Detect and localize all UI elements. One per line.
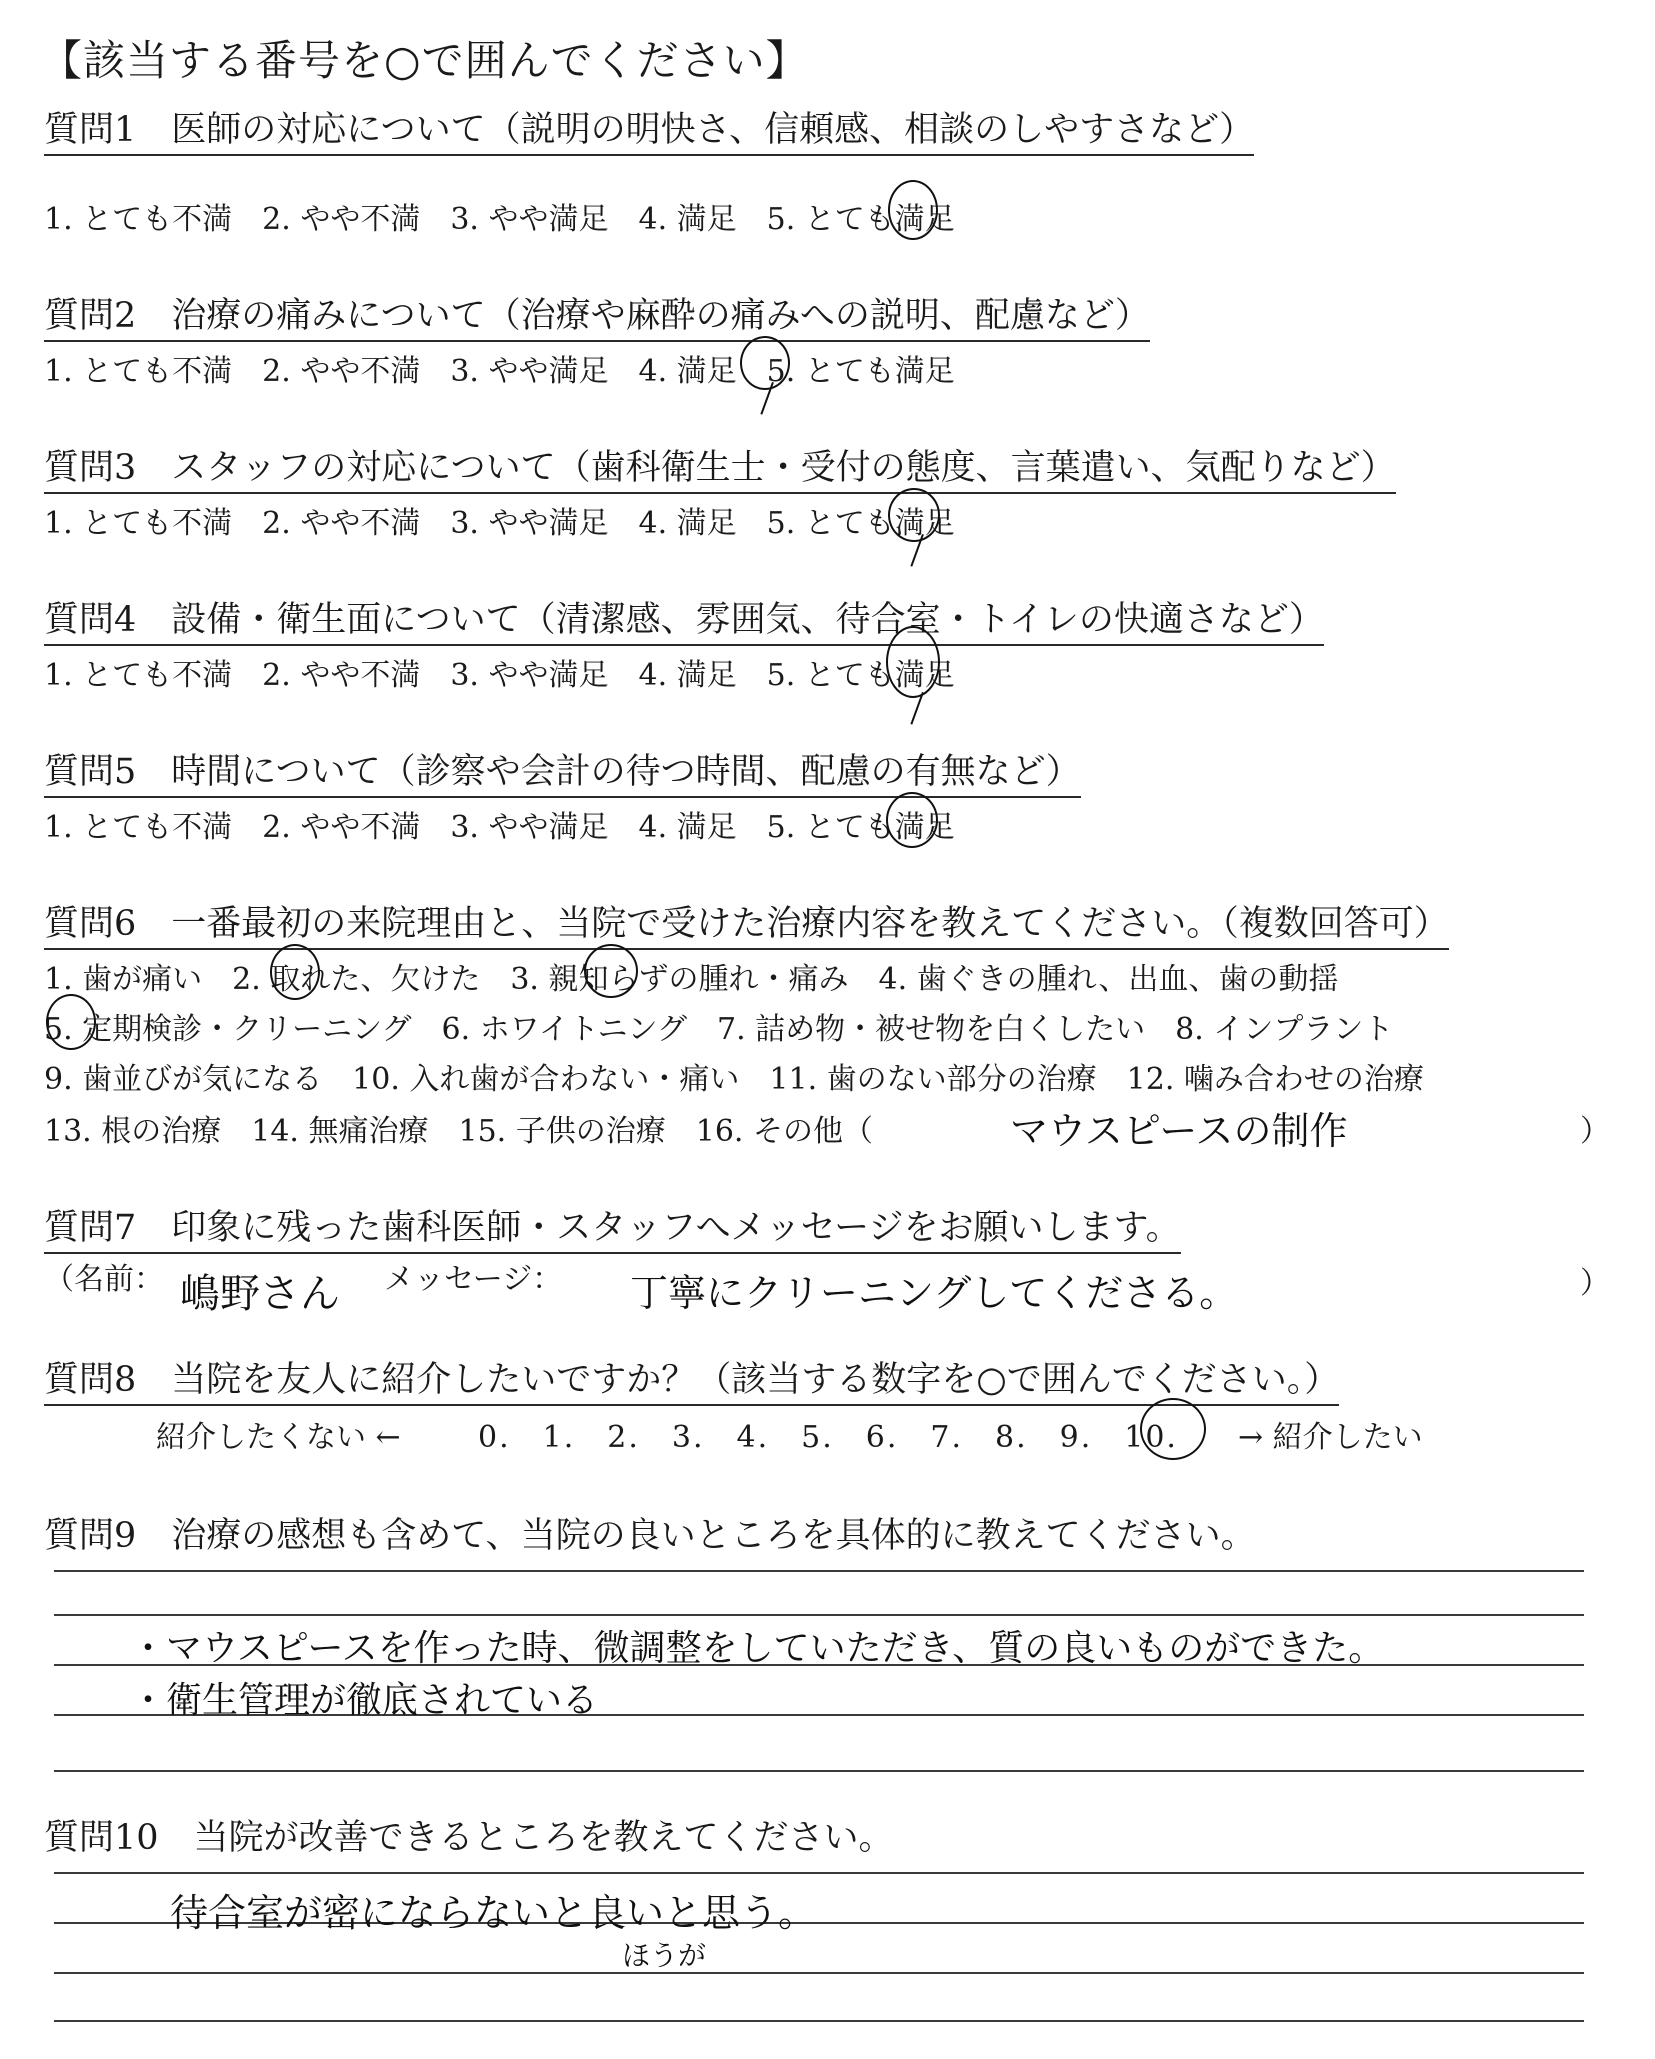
q8-right-label: → 紹介したい: [1238, 1420, 1423, 1455]
q8-scale[interactable]: 0. 1. 2. 3. 4. 5. 6. 7. 8. 9. 10.: [478, 1420, 1178, 1455]
page-title: 【該当する番号を○で囲んでください】: [40, 36, 809, 85]
q7-label: 質問7 印象に残った歯科医師・スタッフへメッセージをお願いします。: [44, 1200, 1181, 1254]
q6-other-close: ）: [1580, 1114, 1610, 1149]
q5-selected-circle: [886, 792, 938, 848]
q8-label: 質問8 当院を友人に紹介したいですか？（該当する数字を○で囲んでください。）: [44, 1352, 1339, 1406]
q9-line-2: [54, 1614, 1584, 1616]
q6-line4[interactable]: 13. 根の治療 14. 無痛治療 15. 子供の治療 16. その他（: [44, 1114, 873, 1149]
q4-options[interactable]: 1. とても不満 2. やや不満 3. やや満足 4. 満足 5. とても満足: [44, 658, 955, 693]
q7-name-label: （名前：: [44, 1262, 164, 1297]
q10-line-3: [54, 1972, 1584, 1974]
q1-selected-circle: [888, 180, 938, 240]
q10-line-1: [54, 1872, 1584, 1874]
q4-label: 質問4 設備・衛生面について（清潔感、雰囲気、待合室・トイレの快適さなど）: [44, 592, 1324, 646]
q9-answer-1[interactable]: ・マウスピースを作った時、微調整をしていただき、質の良いものができた。: [130, 1628, 1385, 1669]
q3-label: 質問3 スタッフの対応について（歯科衛生士・受付の態度、言葉遣い、気配りなど）: [44, 440, 1396, 494]
q1-label: 質問1 医師の対応について（説明の明快さ、信頼感、相談のしやすさなど）: [44, 102, 1254, 156]
q6-selected-2-circle: [270, 944, 320, 1000]
q9-line-1: [54, 1570, 1584, 1572]
q5-label: 質問5 時間について（診察や会計の待つ時間、配慮の有無など）: [44, 744, 1081, 798]
q7-message-value[interactable]: 丁寧にクリーニングしてくださる。: [630, 1271, 1238, 1315]
q10-line-4: [54, 2020, 1584, 2022]
q9-answer-2[interactable]: ・衛生管理が徹底されている: [130, 1680, 599, 1721]
q9-line-5: [54, 1770, 1584, 1772]
q4-selected-circle: [886, 626, 940, 698]
q9-label: 質問9 治療の感想も含めて、当院の良いところを具体的に教えてください。: [44, 1516, 1256, 1556]
q6-label: 質問6 一番最初の来院理由と、当院で受けた治療内容を教えてください。（複数回答可）: [44, 896, 1449, 950]
q6-selected-3-circle: [584, 944, 638, 998]
q2-selected-circle: [740, 336, 790, 390]
q1-options[interactable]: 1. とても不満 2. やや不満 3. やや満足 4. 満足 5. とても満足: [44, 202, 955, 237]
q8-selected-circle: [1140, 1398, 1206, 1460]
q3-selected-circle: [888, 488, 940, 542]
q7-message-label: メッセージ：: [384, 1262, 563, 1297]
q8-left-label: 紹介したくない ←: [156, 1420, 401, 1455]
q6-other-answer[interactable]: マウスピースの制作: [1010, 1109, 1348, 1153]
q5-options[interactable]: 1. とても不満 2. やや不満 3. やや満足 4. 満足 5. とても満足: [44, 810, 955, 845]
q2-label: 質問2 治療の痛みについて（治療や麻酔の痛みへの説明、配慮など）: [44, 288, 1150, 342]
q6-line3[interactable]: 9. 歯並びが気になる 10. 入れ歯が合わない・痛い 11. 歯のない部分の治療 12. 噛み合わせの治療: [44, 1062, 1424, 1097]
q7-name-value[interactable]: 嶋野さん: [180, 1271, 340, 1317]
q10-label: 質問10 当院が改善できるところを教えてください。: [44, 1818, 894, 1858]
q6-selected-5-circle: [46, 994, 96, 1050]
q6-line2[interactable]: 5. 定期検診・クリーニング 6. ホワイトニング 7. 詰め物・被せ物を白くしたい 8. インプラント: [44, 1012, 1394, 1047]
q3-options[interactable]: 1. とても不満 2. やや不満 3. やや満足 4. 満足 5. とても満足: [44, 506, 955, 541]
q7-close: ）: [1580, 1266, 1610, 1301]
q2-options[interactable]: 1. とても不満 2. やや不満 3. やや満足 4. 満足 5. とても満足: [44, 354, 955, 389]
q6-line1[interactable]: 1. 歯が痛い 2. 取れた、欠けた 3. 親知らずの腫れ・痛み 4. 歯ぐきの腫れ、出血、歯の動揺: [44, 962, 1339, 997]
q10-insert[interactable]: ほうが: [622, 1939, 707, 1972]
q10-answer[interactable]: 待合室が密にならないと良いと思う。: [170, 1891, 817, 1935]
